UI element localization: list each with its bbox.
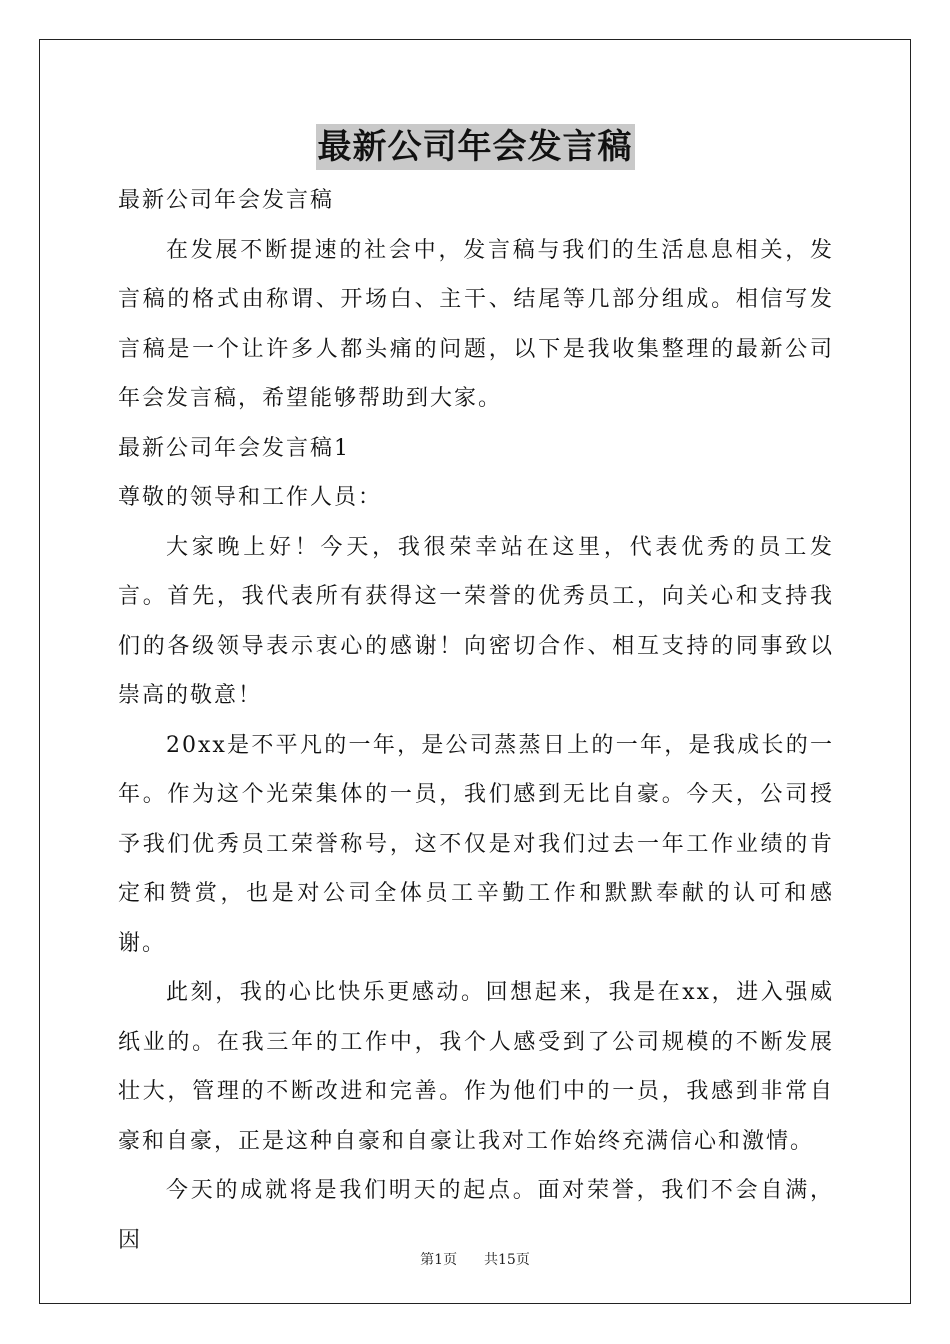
paragraph: 在发展不断提速的社会中，发言稿与我们的生活息息相关，发言稿的格式由称谓、开场白、主干、结尾等几部分组成。相信写发言稿是一个让许多人都头痛的问题，以下是我收集整理的最新公司年会发言稿，希望能够帮助到大家。 — [118, 237, 834, 411]
document-body — [118, 176, 834, 1265]
document-title: 最新公司年会发言稿 — [316, 124, 635, 170]
paragraph: 今天的成就将是我们明天的起点。面对荣誉，我们不会自满，因 — [118, 1178, 834, 1253]
paragraph: 尊敬的领导和工作人员： — [118, 485, 383, 510]
paragraph: 最新公司年会发言稿 — [118, 188, 335, 213]
paragraph: 最新公司年会发言稿1 — [118, 435, 350, 461]
page-total: 共15页 — [484, 1252, 530, 1268]
page-footer — [0, 1249, 950, 1269]
paragraph: 20xx是不平凡的一年，是公司蒸蒸日上的一年，是我成长的一年。作为这个光荣集体的一员，我们感到无比自豪。今天，公司授予我们优秀员工荣誉称号，这不仅是对我们过去一年工作业绩的肯定和赞赏，也是对公司全体员工辛勤工作和默默奉献的认可和感谢。 — [118, 732, 834, 956]
paragraph: 此刻，我的心比快乐更感动。回想起来，我是在xx，进入强威纸业的。在我三年的工作中，我个人感受到了公司规模的不断发展壮大，管理的不断改进和完善。作为他们中的一员，我感到非常自豪和自豪，正是这种自豪和自豪让我对工作始终充满信心和激情。 — [118, 980, 834, 1154]
page-number: 第1页 — [420, 1252, 458, 1268]
paragraph: 大家晚上好！今天，我很荣幸站在这里，代表优秀的员工发言。首先，我代表所有获得这一荣誉的优秀员工，向关心和支持我们的各级领导表示衷心的感谢！向密切合作、相互支持的同事致以崇高的敬意！ — [118, 534, 834, 708]
title-container — [0, 124, 950, 170]
